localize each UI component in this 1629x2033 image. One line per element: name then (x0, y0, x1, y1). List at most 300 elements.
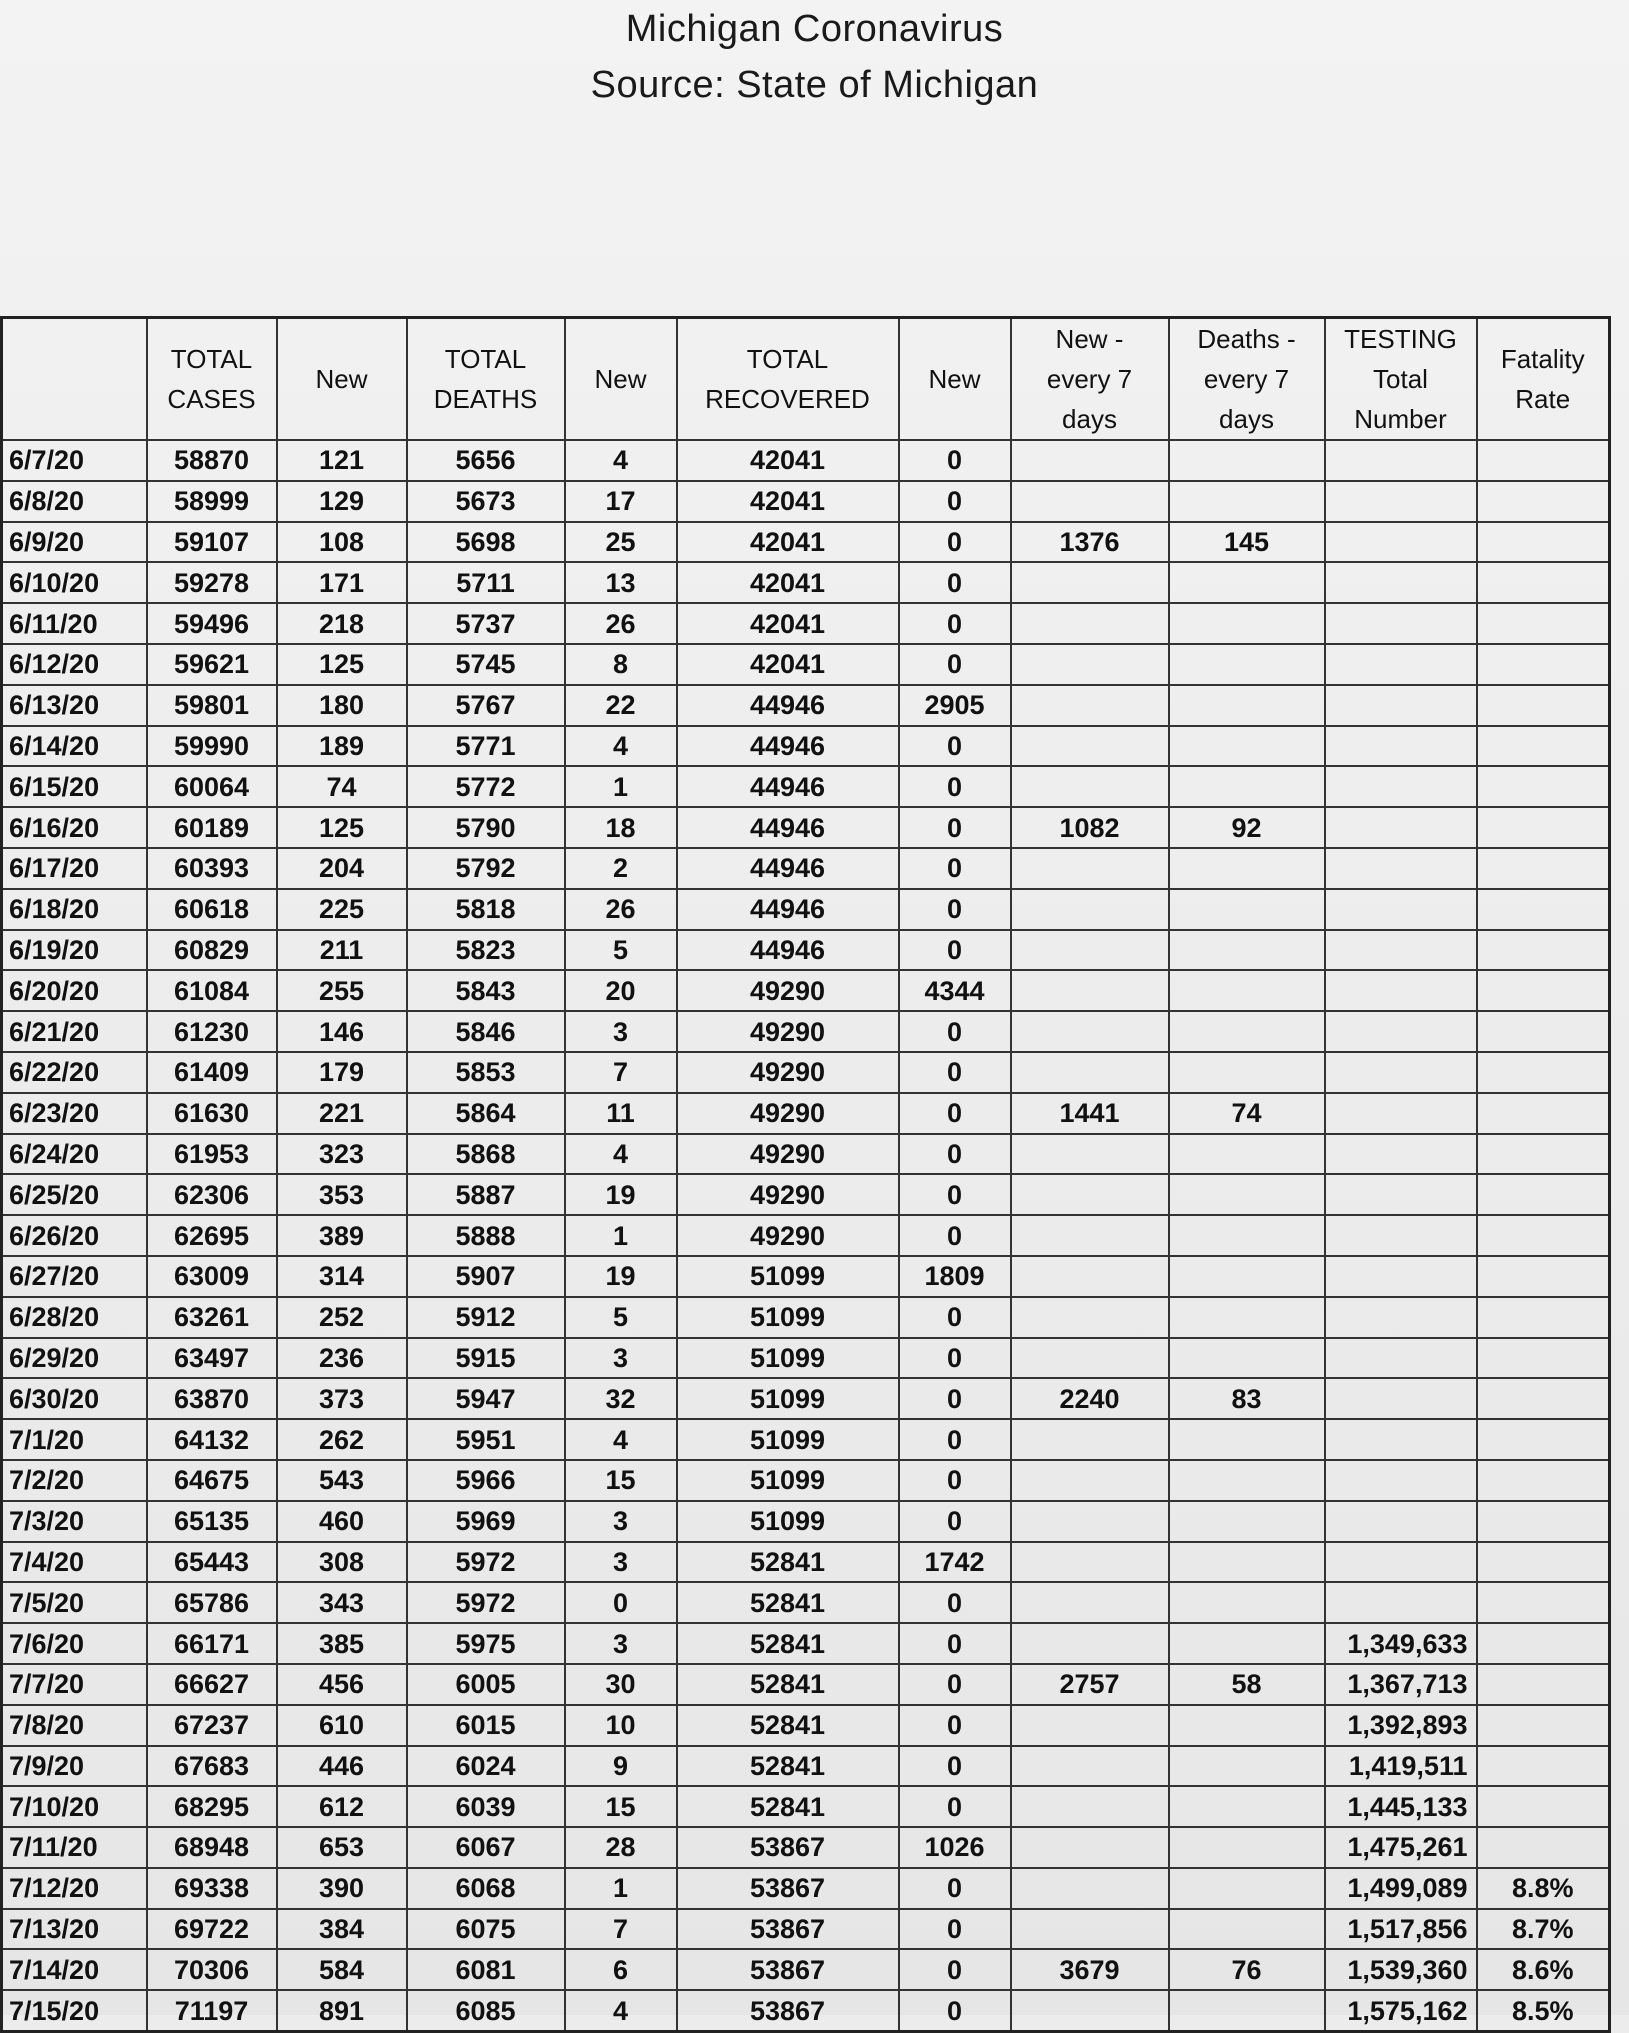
table-cell: 0 (899, 1501, 1011, 1542)
table-cell (1011, 1338, 1169, 1379)
table-row (2, 1419, 1610, 1460)
table-cell (1169, 481, 1325, 522)
table-cell (1325, 1338, 1477, 1379)
column-header (1011, 318, 1169, 441)
date-cell: 7/14/20 (2, 1949, 147, 1990)
table-cell (1325, 1378, 1477, 1419)
table-cell (1477, 440, 1610, 481)
table-cell: 323 (277, 1134, 407, 1175)
table-cell (1169, 1868, 1325, 1909)
table-cell: 0 (899, 1011, 1011, 1052)
table-cell (1169, 1623, 1325, 1664)
table-cell: 51099 (677, 1378, 899, 1419)
table-cell: 179 (277, 1052, 407, 1093)
table-cell: 1026 (899, 1827, 1011, 1868)
table-cell: 49290 (677, 1011, 899, 1052)
date-cell: 6/20/20 (2, 970, 147, 1011)
column-header (1325, 318, 1477, 441)
table-cell: 125 (277, 644, 407, 685)
table-row (2, 1256, 1610, 1297)
date-cell: 6/19/20 (2, 930, 147, 971)
table-cell: 22 (565, 685, 677, 726)
table-cell (1011, 889, 1169, 930)
column-header-line: TOTAL (170, 344, 253, 374)
table-cell: 44946 (677, 766, 899, 807)
table-cell: 1,349,633 (1325, 1623, 1477, 1664)
table-cell (1477, 1705, 1610, 1746)
column-header-line: every 7 (1046, 364, 1133, 394)
table-cell: 9 (565, 1746, 677, 1787)
table-cell (1325, 1174, 1477, 1215)
table-cell (1325, 1011, 1477, 1052)
table-cell: 4 (565, 1990, 677, 2031)
table-cell: 49290 (677, 1093, 899, 1134)
date-cell: 6/18/20 (2, 889, 147, 930)
table-cell (1477, 644, 1610, 685)
table-cell: 225 (277, 889, 407, 930)
date-cell: 7/9/20 (2, 1746, 147, 1787)
table-cell (1169, 1746, 1325, 1787)
column-header (677, 318, 899, 441)
table-cell: 4 (565, 1419, 677, 1460)
table-cell: 0 (899, 1868, 1011, 1909)
table-cell: 53867 (677, 1868, 899, 1909)
date-cell: 6/11/20 (2, 603, 147, 644)
table-row (2, 807, 1610, 848)
table-cell: 60064 (147, 766, 277, 807)
table-cell (1477, 1460, 1610, 1501)
table-cell: 5975 (407, 1623, 565, 1664)
table-cell (1011, 1460, 1169, 1501)
table-cell: 390 (277, 1868, 407, 1909)
column-header (2, 318, 147, 441)
table-cell: 1,392,893 (1325, 1705, 1477, 1746)
table-cell: 5912 (407, 1297, 565, 1338)
table-cell (1325, 970, 1477, 1011)
table-cell: 69338 (147, 1868, 277, 1909)
table-row (2, 1011, 1610, 1052)
column-header-line: days (1062, 404, 1117, 434)
table-cell (1169, 848, 1325, 889)
table-cell: 18 (565, 807, 677, 848)
date-cell: 6/14/20 (2, 726, 147, 767)
table-cell: 389 (277, 1215, 407, 1256)
table-cell (1325, 522, 1477, 563)
table-cell: 74 (1169, 1093, 1325, 1134)
table-row (2, 766, 1610, 807)
table-row (2, 1786, 1610, 1827)
table-cell: 49290 (677, 1215, 899, 1256)
table-cell: 0 (899, 1909, 1011, 1950)
table-cell: 0 (899, 1582, 1011, 1623)
table-cell: 60618 (147, 889, 277, 930)
table-cell: 262 (277, 1419, 407, 1460)
table-cell (1169, 1582, 1325, 1623)
table-row (2, 1052, 1610, 1093)
table-cell (1477, 1419, 1610, 1460)
document-source: Source: State of Michigan (590, 64, 1039, 106)
table-cell: 8 (565, 644, 677, 685)
table-cell: 65443 (147, 1542, 277, 1583)
table-cell: 236 (277, 1338, 407, 1379)
table-cell: 255 (277, 970, 407, 1011)
date-cell: 6/23/20 (2, 1093, 147, 1134)
table-cell: 19 (565, 1256, 677, 1297)
table-cell: 6024 (407, 1746, 565, 1787)
table-cell: 1082 (1011, 807, 1169, 848)
table-cell: 3 (565, 1338, 677, 1379)
date-cell: 6/15/20 (2, 766, 147, 807)
table-cell: 1 (565, 1868, 677, 1909)
table-cell: 52841 (677, 1542, 899, 1583)
table-cell: 3679 (1011, 1949, 1169, 1990)
table-cell: 5915 (407, 1338, 565, 1379)
table-cell: 5 (565, 1297, 677, 1338)
table-row (2, 1501, 1610, 1542)
table-cell (1477, 848, 1610, 889)
date-cell: 7/11/20 (2, 1827, 147, 1868)
table-cell: 353 (277, 1174, 407, 1215)
table-cell: 1 (565, 766, 677, 807)
table-cell: 44946 (677, 726, 899, 767)
table-row (2, 1990, 1610, 2031)
table-cell: 52841 (677, 1664, 899, 1705)
table-cell: 51099 (677, 1297, 899, 1338)
table-cell: 8.8% (1477, 1868, 1610, 1909)
table-cell: 3 (565, 1542, 677, 1583)
table-cell: 384 (277, 1909, 407, 1950)
table-cell: 53867 (677, 1909, 899, 1950)
table-cell: 8.7% (1477, 1909, 1610, 1950)
table-cell: 68948 (147, 1827, 277, 1868)
table-cell: 59278 (147, 562, 277, 603)
table-cell: 5853 (407, 1052, 565, 1093)
table-cell (1169, 1215, 1325, 1256)
table-cell: 5846 (407, 1011, 565, 1052)
table-cell: 5772 (407, 766, 565, 807)
table-cell: 0 (899, 1949, 1011, 1990)
table-cell: 0 (899, 644, 1011, 685)
table-cell (1011, 481, 1169, 522)
table-cell (1011, 1297, 1169, 1338)
table-cell (1477, 807, 1610, 848)
table-cell (1325, 1297, 1477, 1338)
table-cell: 1,517,856 (1325, 1909, 1477, 1950)
table-cell: 49290 (677, 1174, 899, 1215)
table-cell: 0 (899, 930, 1011, 971)
table-cell: 10 (565, 1705, 677, 1746)
table-cell: 61953 (147, 1134, 277, 1175)
table-cell (1169, 726, 1325, 767)
table-cell (1011, 726, 1169, 767)
table-cell (1011, 644, 1169, 685)
column-header-line: New (928, 364, 981, 394)
table-cell (1325, 685, 1477, 726)
table-cell (1011, 1256, 1169, 1297)
column-header (1169, 318, 1325, 441)
table-cell: 76 (1169, 1949, 1325, 1990)
table-cell: 66627 (147, 1664, 277, 1705)
table-cell: 5792 (407, 848, 565, 889)
table-cell: 71197 (147, 1990, 277, 2031)
date-cell: 6/10/20 (2, 562, 147, 603)
table-cell: 5966 (407, 1460, 565, 1501)
table-cell (1011, 1705, 1169, 1746)
table-cell: 17 (565, 481, 677, 522)
date-cell: 6/8/20 (2, 481, 147, 522)
table-cell: 67683 (147, 1746, 277, 1787)
table-cell: 6005 (407, 1664, 565, 1705)
table-cell (1011, 766, 1169, 807)
table-cell (1477, 889, 1610, 930)
date-cell: 7/1/20 (2, 1419, 147, 1460)
table-cell: 49290 (677, 1052, 899, 1093)
column-header-line: New - (1055, 324, 1124, 354)
table-cell: 42041 (677, 522, 899, 563)
table-cell (1169, 1338, 1325, 1379)
table-cell: 1441 (1011, 1093, 1169, 1134)
table-cell: 0 (899, 1378, 1011, 1419)
table-cell (1169, 1134, 1325, 1175)
table-row (2, 1297, 1610, 1338)
table-cell: 59801 (147, 685, 277, 726)
table-cell: 0 (899, 1705, 1011, 1746)
table-cell: 53867 (677, 1827, 899, 1868)
table-cell: 5868 (407, 1134, 565, 1175)
table-cell: 0 (899, 807, 1011, 848)
table-cell (1011, 1909, 1169, 1950)
table-cell (1477, 1338, 1610, 1379)
table-cell: 8.5% (1477, 1990, 1610, 2031)
table-cell: 52841 (677, 1623, 899, 1664)
table-cell: 61630 (147, 1093, 277, 1134)
table-cell: 28 (565, 1827, 677, 1868)
table-cell (1011, 1623, 1169, 1664)
table-cell (1325, 1134, 1477, 1175)
table-row (2, 930, 1610, 971)
table-cell (1477, 1542, 1610, 1583)
table-cell: 58 (1169, 1664, 1325, 1705)
date-cell: 7/2/20 (2, 1460, 147, 1501)
table-cell: 0 (899, 1052, 1011, 1093)
column-header-line: days (1219, 404, 1274, 434)
column-header-line: New (594, 364, 647, 394)
table-cell: 543 (277, 1460, 407, 1501)
table-row (2, 644, 1610, 685)
column-header-line: Rate (1515, 384, 1571, 414)
table-cell: 42041 (677, 603, 899, 644)
table-cell: 6067 (407, 1827, 565, 1868)
table-cell (1325, 1215, 1477, 1256)
table-cell: 59496 (147, 603, 277, 644)
table-cell (1011, 1134, 1169, 1175)
table-cell (1477, 685, 1610, 726)
table-cell (1477, 1134, 1610, 1175)
table-cell: 42041 (677, 644, 899, 685)
table-cell: 3 (565, 1501, 677, 1542)
table-cell (1169, 1174, 1325, 1215)
column-header-line: TOTAL (444, 344, 527, 374)
table-cell (1477, 1093, 1610, 1134)
table-cell: 5823 (407, 930, 565, 971)
table-cell (1011, 440, 1169, 481)
table-cell: 308 (277, 1542, 407, 1583)
table-cell: 456 (277, 1664, 407, 1705)
table-cell (1169, 1256, 1325, 1297)
table-cell: 74 (277, 766, 407, 807)
table-cell: 64132 (147, 1419, 277, 1460)
column-header-line: TESTING (1344, 324, 1457, 354)
column-header-line: TOTAL (746, 344, 829, 374)
date-cell: 6/22/20 (2, 1052, 147, 1093)
table-cell (1477, 1378, 1610, 1419)
table-cell: 221 (277, 1093, 407, 1134)
table-cell: 61084 (147, 970, 277, 1011)
table-cell: 62695 (147, 1215, 277, 1256)
table-cell: 15 (565, 1460, 677, 1501)
table-cell (1325, 1460, 1477, 1501)
table-cell (1477, 1256, 1610, 1297)
date-cell: 7/13/20 (2, 1909, 147, 1950)
table-cell: 51099 (677, 1419, 899, 1460)
table-row (2, 848, 1610, 889)
table-cell: 61409 (147, 1052, 277, 1093)
table-cell (1169, 603, 1325, 644)
table-cell (1477, 726, 1610, 767)
table-cell: 145 (1169, 522, 1325, 563)
table-cell: 3 (565, 1011, 677, 1052)
table-cell: 252 (277, 1297, 407, 1338)
table-cell: 2240 (1011, 1378, 1169, 1419)
table-cell (1325, 440, 1477, 481)
table-row (2, 1949, 1610, 1990)
table-row (2, 1542, 1610, 1583)
table-cell: 0 (899, 1297, 1011, 1338)
table-cell: 6 (565, 1949, 677, 1990)
table-cell: 1,575,162 (1325, 1990, 1477, 2031)
table-cell: 0 (899, 522, 1011, 563)
column-header (407, 318, 565, 441)
date-cell: 7/12/20 (2, 1868, 147, 1909)
table-cell: 51099 (677, 1256, 899, 1297)
table-cell (1011, 1746, 1169, 1787)
table-cell: 67237 (147, 1705, 277, 1746)
table-cell: 26 (565, 603, 677, 644)
table-row (2, 1664, 1610, 1705)
column-header-line: Fatality (1500, 344, 1585, 374)
column-header-line: New (315, 364, 368, 394)
table-cell: 0 (899, 440, 1011, 481)
table-cell (1169, 1909, 1325, 1950)
table-row (2, 1827, 1610, 1868)
table-cell: 0 (899, 889, 1011, 930)
table-cell (1477, 766, 1610, 807)
table-cell: 13 (565, 562, 677, 603)
table-cell: 5737 (407, 603, 565, 644)
column-header-line: every 7 (1203, 364, 1290, 394)
table-cell (1477, 522, 1610, 563)
table-cell: 0 (899, 1990, 1011, 2031)
table-cell: 5698 (407, 522, 565, 563)
table-cell: 60393 (147, 848, 277, 889)
table-cell (1011, 1011, 1169, 1052)
table-cell (1477, 1011, 1610, 1052)
date-cell: 7/7/20 (2, 1664, 147, 1705)
table-cell: 32 (565, 1378, 677, 1419)
table-cell (1477, 1174, 1610, 1215)
table-cell: 1,419,511 (1325, 1746, 1477, 1787)
table-cell: 5947 (407, 1378, 565, 1419)
table-cell (1169, 930, 1325, 971)
table-cell: 44946 (677, 930, 899, 971)
column-header (1477, 318, 1610, 441)
table-cell (1477, 970, 1610, 1011)
table-row (2, 1909, 1610, 1950)
table-cell: 1,445,133 (1325, 1786, 1477, 1827)
table-cell (1011, 1052, 1169, 1093)
table-cell: 129 (277, 481, 407, 522)
table-cell: 446 (277, 1746, 407, 1787)
table-cell: 59990 (147, 726, 277, 767)
table-cell (1477, 1297, 1610, 1338)
table-cell: 65786 (147, 1582, 277, 1623)
table-cell: 5972 (407, 1542, 565, 1583)
table-cell (1011, 848, 1169, 889)
table-cell: 44946 (677, 807, 899, 848)
table-cell: 0 (899, 1093, 1011, 1134)
table-cell (1325, 1052, 1477, 1093)
table-cell (1169, 1501, 1325, 1542)
table-cell: 146 (277, 1011, 407, 1052)
table-cell: 180 (277, 685, 407, 726)
table-cell: 5888 (407, 1215, 565, 1256)
table-cell: 4 (565, 726, 677, 767)
table-cell (1477, 1746, 1610, 1787)
table-cell: 63497 (147, 1338, 277, 1379)
table-row (2, 1582, 1610, 1623)
table-cell: 53867 (677, 1990, 899, 2031)
table-body (2, 440, 1610, 2032)
column-header (565, 318, 677, 441)
table-row (2, 1378, 1610, 1419)
table-cell (1169, 1297, 1325, 1338)
table-cell (1477, 1501, 1610, 1542)
table-cell (1325, 644, 1477, 685)
table-cell: 0 (899, 1174, 1011, 1215)
table-cell: 5711 (407, 562, 565, 603)
column-header-line: Deaths - (1197, 324, 1296, 354)
table-cell: 1,499,089 (1325, 1868, 1477, 1909)
table-row (2, 481, 1610, 522)
table-cell: 7 (565, 1052, 677, 1093)
table-cell: 5745 (407, 644, 565, 685)
table-cell (1325, 766, 1477, 807)
table-cell (1325, 1093, 1477, 1134)
table-cell: 0 (899, 1664, 1011, 1705)
table-cell: 1742 (899, 1542, 1011, 1583)
table-cell: 4 (565, 1134, 677, 1175)
table-row (2, 522, 1610, 563)
table-cell: 584 (277, 1949, 407, 1990)
table-cell: 11 (565, 1093, 677, 1134)
table-cell: 65135 (147, 1501, 277, 1542)
table-cell: 0 (899, 1419, 1011, 1460)
date-cell: 6/24/20 (2, 1134, 147, 1175)
table-cell (1169, 1460, 1325, 1501)
table-cell: 108 (277, 522, 407, 563)
table-cell: 5887 (407, 1174, 565, 1215)
table-cell (1477, 1052, 1610, 1093)
